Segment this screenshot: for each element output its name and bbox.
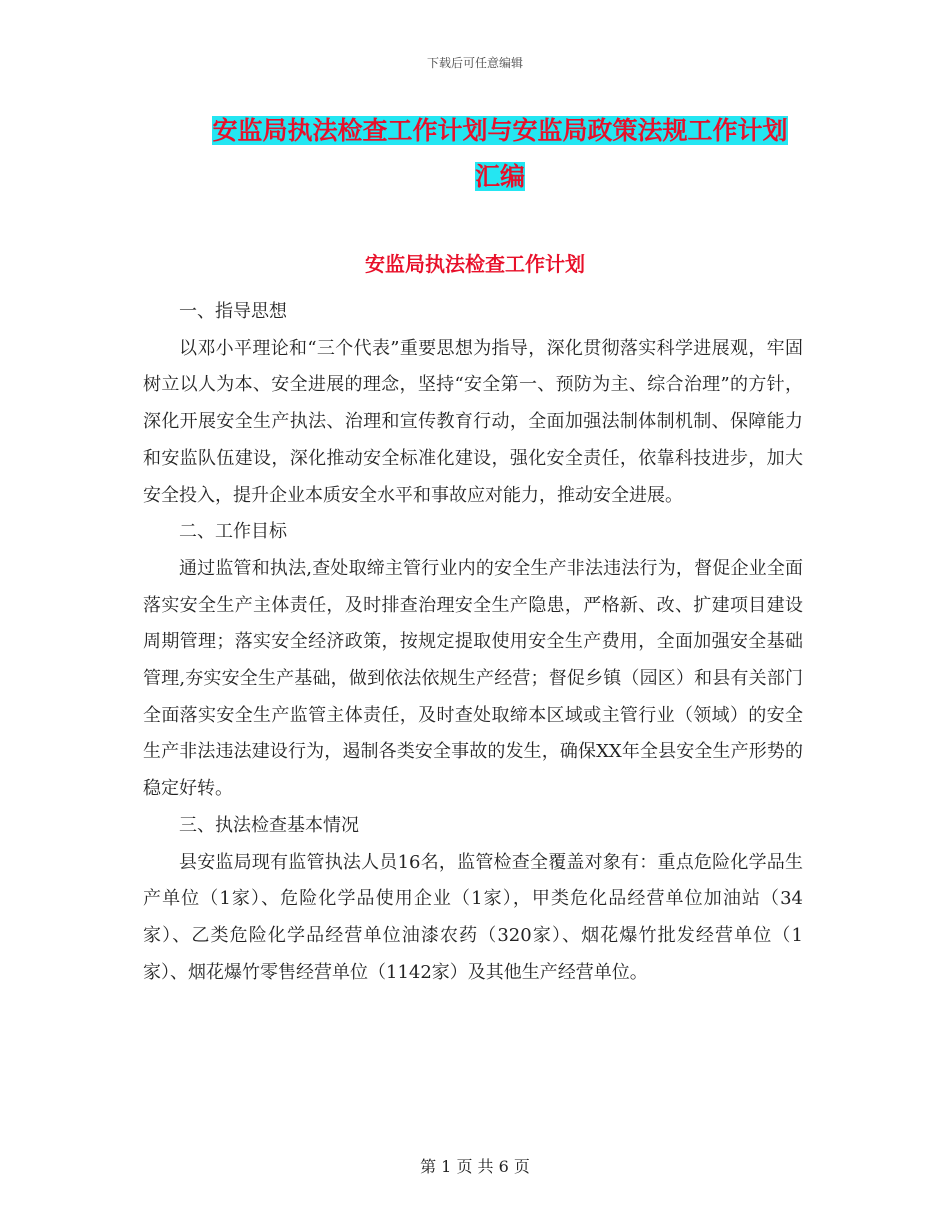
paragraph-guiding-thought: 以邓小平理论和“三个代表”重要思想为指导，深化贯彻落实科学进展观，牢固树立以人为本、安全进展的理念，坚持“安全第一、预防为主、综合治理”的方针，深化开展安全生产执法、治理和宣传教育行动，全面加强法制体制机制、保障能力和安监队伍建设，深化推动安全标准化建设，强化安全责任，依靠科技进步，加大安全投入，提升企业本质安全水平和事故应对能力，推动安全进展。 [143,337,803,506]
paragraph-work-goals: 通过监管和执法,查处取缔主管行业内的安全生产非法违法行为，督促企业全面落实安全生产主体责任，及时排查治理安全生产隐患，严格新、改、扩建项目建设周期管理；落实安全经济政策，按规定提取使用安全生产费用，全面加强安全基础管理,夯实安全生产基础，做到依法依规生产经营；督促乡镇（园区）和县有关部门全面落实安全生产监管主体责任，及时查处取缔本区域或主管行业（领域）的安全生产非法违法建设行为，遏制各类安全事故的发生，确保XX年全县安全生产形势的稳定好转。 [143,557,803,800]
header-note: 下载后可任意编辑 [426,56,523,70]
paragraph-inspection-status: 县安监局现有监管执法人员16名，监管检查全覆盖对象有：重点危险化学品生产单位（1家）、危险化学品使用企业（1家），甲类危化品经营单位加油站（34家）、乙类危险化学品经营单位油漆农药（320家）、烟花爆竹批发经营单位（1家）、烟花爆竹零售经营单位（1142家）及其他生产经营单位。 [143,851,803,983]
document-body [143,294,803,991]
page-footer: 第 1 页 共 6 页 [420,1157,530,1176]
heading-inspection-status: 三、执法检查基本情况 [179,814,359,836]
document-title-line1: 安监局执法检查工作计划与安监局政策法规工作计划 [212,116,788,145]
document-title-line2: 汇编 [474,162,525,191]
heading-work-goals: 二、工作目标 [179,521,287,543]
document-title [140,108,860,200]
heading-guiding-thought: 一、指导思想 [179,301,287,322]
section-title: 安监局执法检查工作计划 [365,252,585,276]
